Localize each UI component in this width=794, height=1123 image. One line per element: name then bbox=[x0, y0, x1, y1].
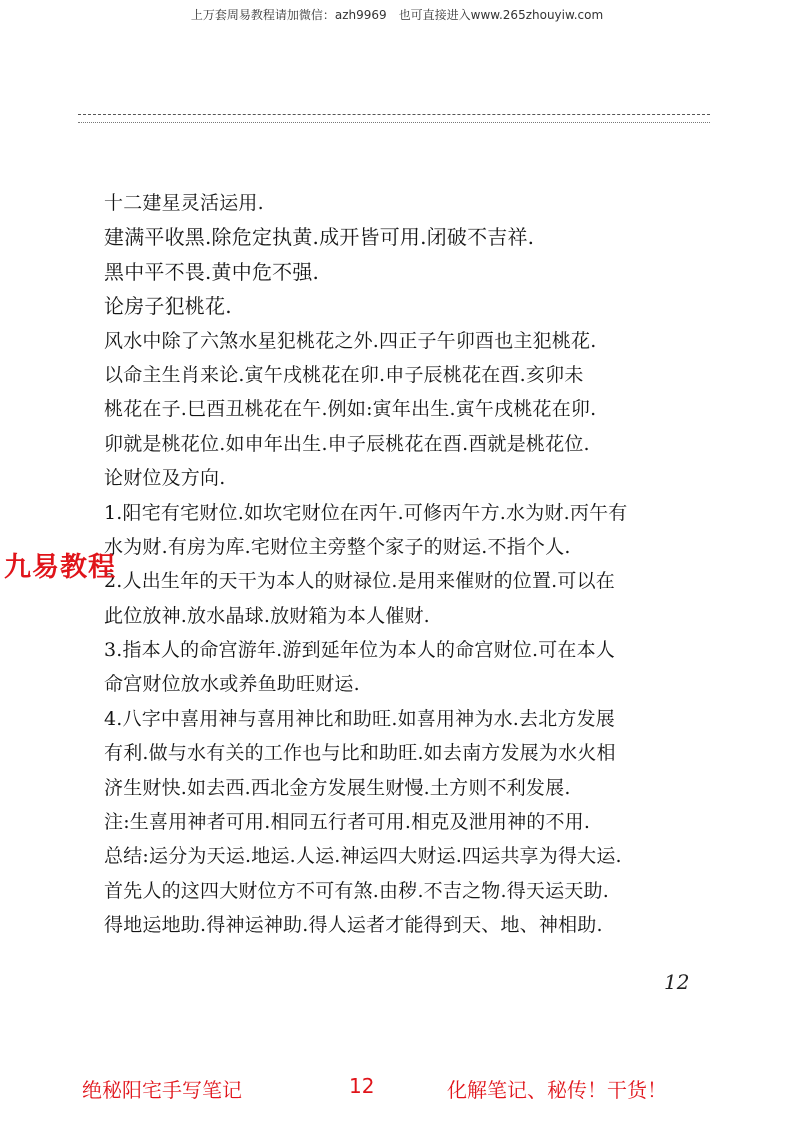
top-banner: 上万套周易教程请加微信：azh9969 也可直接进入www.265zhouyiw.com bbox=[190, 8, 604, 22]
text-line: 以命主生肖来论.寅午戌桃花在卯.申子辰桃花在酉.亥卯未 bbox=[104, 363, 584, 386]
text-line: 4.八字中喜用神与喜用神比和助旺.如喜用神为水.去北方发展 bbox=[104, 707, 616, 730]
header-divider-secondary bbox=[78, 122, 710, 123]
text-line: 论房子犯桃花. bbox=[104, 294, 232, 319]
footer bbox=[0, 1074, 794, 1104]
text-line: 2.人出生年的天干为本人的财禄位.是用来催财的位置.可以在 bbox=[104, 570, 616, 593]
footer-title: 绝秘阳宅手写笔记 bbox=[82, 1078, 242, 1102]
text-line: 风水中除了六煞水星犯桃花之外.四正子午卯酉也主犯桃花. bbox=[104, 329, 597, 352]
text-line: 卯就是桃花位.如申年出生.申子辰桃花在酉.酉就是桃花位. bbox=[104, 432, 590, 455]
text-line: 3.指本人的命宫游年.游到延年位为本人的命宫财位.可在本人 bbox=[104, 639, 616, 662]
text-line: 黑中平不畏.黄中危不强. bbox=[104, 259, 320, 284]
text-line: 水为财.有房为库.宅财位主旁整个家子的财运.不指个人. bbox=[104, 535, 571, 558]
text-line: 此位放神.放水晶球.放财箱为本人催财. bbox=[104, 604, 430, 627]
text-line: 建满平收黑.除危定执黄.成开皆可用.闭破不吉祥. bbox=[104, 225, 535, 250]
footer-page-number: 12 bbox=[349, 1074, 375, 1098]
text-line: 注:生喜用神者可用.相同五行者可用.相克及泄用神的不用. bbox=[104, 811, 591, 834]
text-line: 论财位及方向. bbox=[104, 467, 226, 490]
text-line: 首先人的这四大财位方不可有煞.由秽.不吉之物.得天运天助. bbox=[104, 879, 609, 902]
text-line: 总结:运分为天运.地运.人运.神运四大财运.四运共享为得大运. bbox=[104, 845, 622, 868]
text-line: 桃花在子.巳酉丑桃花在午.例如:寅年出生.寅午戌桃花在卯. bbox=[104, 398, 597, 421]
footer-tagline: 化解笔记、秘传！干货！ bbox=[447, 1078, 667, 1102]
handwritten-page-number: 12 bbox=[664, 970, 690, 994]
watermark-logo: 九易教程 bbox=[4, 552, 116, 583]
handwritten-notes bbox=[104, 186, 684, 943]
text-line: 济生财快.如去西.西北金方发展生财慢.土方则不利发展. bbox=[104, 776, 571, 799]
text-line: 有利.做与水有关的工作也与比和助旺.如去南方发展为水火相 bbox=[104, 742, 616, 765]
text-line: 十二建星灵活运用. bbox=[104, 192, 264, 214]
text-line: 得地运地助.得神运神助.得人运者才能得到天、地、神相助. bbox=[104, 914, 603, 937]
text-line: 1.阳宅有宅财位.如坎宅财位在丙午.可修丙午方.水为财.丙午有 bbox=[104, 501, 628, 524]
text-line: 命宫财位放水或养鱼助旺财运. bbox=[104, 673, 360, 696]
header-divider bbox=[78, 114, 710, 115]
